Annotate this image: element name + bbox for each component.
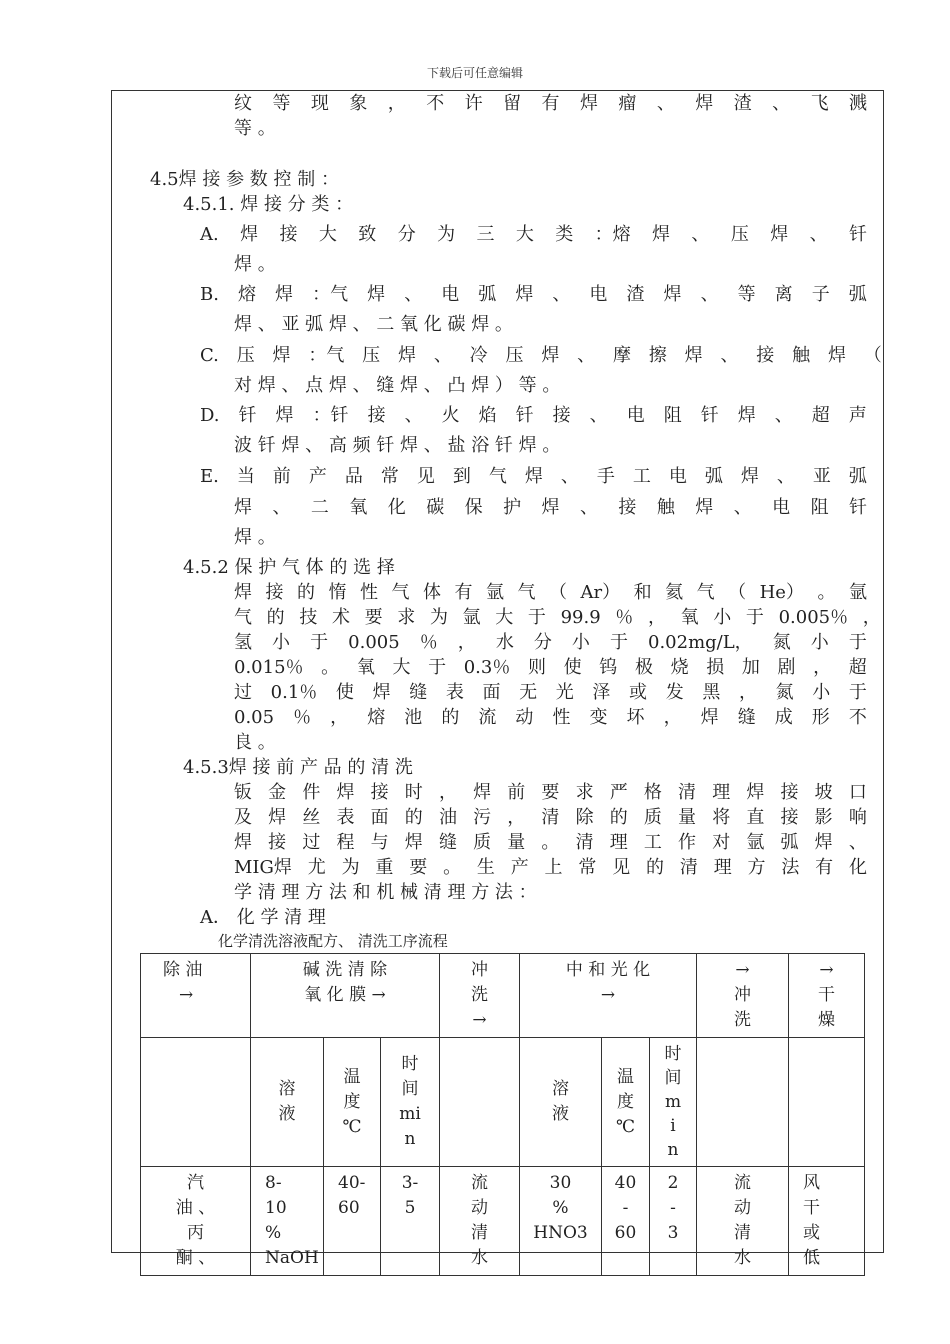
cell-rinse-1-1: 动 [471,1198,488,1218]
sub-alkali-time-d: n [404,1129,416,1149]
item-e-line-3: 焊 。 [234,527,276,548]
cell-rinse-1 [440,1167,520,1276]
clean-para-line-1: 钣 金 件 焊 接 时 ， 焊 前 要 求 严 格 清 理 焊 接 坡 口 [234,782,867,803]
cell-alkali-temp [324,1167,381,1276]
header-alkali-line-2: 氧 化 膜 → [304,985,386,1005]
item-c-line-1: C. 压 焊 ：气 压 焊 、 冷 压 焊 、 摩 擦 焊 、 接 触 焊 （ [200,345,882,366]
sub-alkali-time-a: 时 [401,1054,419,1074]
sub-alkali-temp [324,1038,381,1167]
header-rinse-1 [440,954,520,1038]
header-rinse-2-b: 冲 [734,985,751,1005]
header-dry-a: → [819,960,834,980]
item-a-line-1: A. 焊 接 大 致 分 为 三 大 类 ：熔 焊 、 压 焊 、 钎 [200,224,867,245]
header-neutralize-arrow: → [600,985,616,1005]
cell-degrease-2: 丙 [187,1223,204,1243]
header-degrease-label: 除 油 [163,960,203,980]
sub-alkali-solution-b: 液 [278,1104,296,1124]
item-e-line-2: 焊 、 二 氧 化 碳 保 护 焊 、 接 触 焊 、 电 阻 钎 [234,497,867,518]
gas-para-line-7: 良 。 [234,732,276,753]
item-e-line-1: E. 当 前 产 品 常 见 到 气 焊 、 手 工 电 弧 焊 、 亚 弧 [200,466,867,487]
section-4-5-3-title: 4.5.3焊 接 前 产 品 的 清 洗 [183,757,413,778]
table-caption: 化学清洗溶液配方、 清洗工序流程 [218,932,448,950]
sub-neutral-solution-a: 溶 [552,1079,569,1099]
cell-alkali-solution-3: NaOH [265,1248,319,1268]
clean-para-line-4: MIG焊 尤 为 重 要 。 生 产 上 常 见 的 清 理 方 法 有 化 [234,857,867,878]
cell-degrease [141,1167,251,1276]
section-4-5-1-title: 4.5.1. 焊 接 分 类 ： [183,194,354,215]
sub-alkali-solution [251,1038,324,1167]
header-degrease [141,954,251,1038]
cell-dry-2: 或 [803,1223,820,1243]
cell-rinse-2-1: 动 [734,1198,751,1218]
item-d-line-1: D. 钎 焊 ：钎 接 、 火 焰 钎 接 、 电 阻 钎 焊 、 超 声 [200,405,867,426]
cell-alkali-solution [251,1167,324,1276]
cell-degrease-3: 酮 、 [175,1248,216,1268]
cell-rinse-2-3: 水 [734,1248,751,1268]
sub-alkali-temp-b: 度 [343,1091,361,1112]
sub-neutral-time-d: i [670,1116,676,1136]
item-b-line-2: 焊 、 亚 弧 焊 、 二 氧 化 碳 焊 。 [234,314,513,335]
gas-para-line-4: 0.015％ 。 氧 大 于 0.3％ 则 使 钨 极 烧 损 加 剧 ， 超 [234,657,867,678]
cell-alkali-time [381,1167,440,1276]
sub-alkali-temp-c: ℃ [342,1116,362,1137]
cell-alkali-solution-1: 10 [265,1198,287,1218]
sub-neutral-temp-c: ℃ [615,1116,636,1137]
cell-neutral-time [650,1167,697,1276]
header-rinse-1-a: 冲 [471,960,488,980]
sub-empty-1 [141,1038,251,1167]
sub-empty-2 [440,1038,520,1167]
header-dry [789,954,865,1038]
sub-neutral-temp-a: 温 [617,1066,634,1087]
sub-neutral-time-b: 间 [664,1068,682,1088]
sub-neutral-time-a: 时 [664,1044,682,1064]
sub-neutral-temp-b: 度 [617,1091,634,1112]
cell-dry-1: 干 [803,1198,820,1218]
gas-para-line-1: 焊 接 的 惰 性 气 体 有 氩 气 （ Ar） 和 氦 气 （ He） 。 氩 [234,582,867,603]
cell-dry-3: 低 [803,1248,820,1268]
clean-para-line-2: 及 焊 丝 表 面 的 油 污 ， 清 除 的 质 量 将 直 接 影 响 [234,807,867,828]
cell-neutral-solution [520,1167,602,1276]
cell-neutral-time-2: 3 [667,1223,679,1243]
cell-alkali-solution-2: % [265,1223,282,1243]
table-subheader-row [141,1038,865,1167]
cell-neutral-temp-2: 60 [614,1223,637,1243]
section-4-5-title: 4.5焊 接 参 数 控 制 ： [150,169,339,190]
header-degrease-arrow: → [179,985,194,1005]
header-dry-b: 干 [818,985,835,1005]
sub-empty-4 [789,1038,865,1167]
header-neutralize-label: 中 和 光 化 [565,960,651,980]
gas-para-line-2: 气 的 技 术 要 求 为 氩 大 于 99.9 ％ ， 氧 小 于 0.005％ ， [234,607,881,628]
sub-neutral-time-e: n [667,1140,679,1160]
cell-neutral-temp-0: 40 [614,1173,637,1193]
table-data-row [141,1167,865,1276]
sub-neutral-time-c: m [664,1092,682,1112]
header-dry-c: 燥 [818,1010,835,1030]
header-rinse-1-c: → [472,1010,487,1030]
cell-rinse-1-0: 流 [471,1173,488,1193]
sub-neutral-solution-b: 液 [552,1104,569,1124]
item-c-line-2: 对 焊 、 点 焊 、 缝 焊 、 凸 焊 ） 等 。 [234,375,561,396]
cell-neutral-time-0: 2 [667,1173,679,1193]
gas-para-line-3: 氢 小 于 0.005 ％ ， 水 分 小 于 0.02mg/L， 氮 小 于 [234,632,867,653]
cell-rinse-1-2: 清 [471,1223,488,1243]
cleaning-process-table [140,953,865,1276]
intro-line-2: 等 。 [234,118,276,139]
cell-alkali-solution-0: 8- [265,1173,282,1193]
cell-neutral-time-1: - [670,1198,676,1218]
cell-neutral-solution-1: % [552,1198,569,1218]
cell-alkali-temp-1: 60 [338,1198,360,1218]
header-rinse-2-c: 洗 [734,1010,751,1030]
header-alkali-wash [251,954,440,1038]
sub-alkali-solution-a: 溶 [278,1079,296,1099]
cell-dry-0: 风 [803,1173,820,1193]
intro-line-1: 纹 等 现 象 ， 不 许 留 有 焊 瘤 、 焊 渣 、 飞 溅 [234,93,867,114]
sub-alkali-time [381,1038,440,1167]
cell-neutral-temp-1: - [622,1198,629,1218]
cell-alkali-time-0: 3- [401,1173,419,1193]
header-alkali-line-1: 碱 洗 清 除 [302,960,388,980]
page-header: 下载后可任意编辑 [426,66,523,80]
sub-alkali-time-b: 间 [401,1079,419,1099]
cell-rinse-2 [697,1167,789,1276]
header-rinse-2 [697,954,789,1038]
item-b-line-1: B. 熔 焊 ：气 焊 、 电 弧 焊 、 电 渣 焊 、 等 离 子 弧 [200,284,867,305]
gas-para-line-6: 0.05 ％ ， 熔 池 的 流 动 性 变 坏 ， 焊 缝 成 形 不 [234,707,867,728]
header-rinse-1-b: 洗 [471,985,488,1005]
cell-dry [789,1167,865,1276]
clean-para-line-5: 学 清 理 方 法 和 机 械 清 理 方 法 ： [234,882,537,903]
header-neutralize [520,954,697,1038]
cell-neutral-temp [602,1167,650,1276]
sub-neutral-solution [520,1038,602,1167]
sub-neutral-time [650,1038,697,1167]
cell-alkali-time-1: 5 [404,1198,416,1218]
item-a-line-2: 焊 。 [234,254,276,275]
sub-empty-3 [697,1038,789,1167]
cell-rinse-2-2: 清 [734,1223,751,1243]
cell-rinse-1-3: 水 [471,1248,488,1268]
cell-rinse-2-0: 流 [734,1173,751,1193]
sub-alkali-temp-a: 温 [343,1066,361,1087]
cell-alkali-temp-0: 40- [338,1173,366,1193]
clean-para-line-3: 焊 接 过 程 与 焊 缝 质 量 。 清 理 工 作 对 氩 弧 焊 、 [234,832,867,853]
cell-degrease-0: 汽 [187,1173,204,1193]
sub-neutral-temp [602,1038,650,1167]
sub-alkali-time-c: mi [399,1104,421,1124]
cell-neutral-solution-0: 30 [549,1173,572,1193]
header-rinse-2-a: → [735,960,750,980]
chemical-clean-heading: A． 化 学 清 理 [200,907,326,928]
cell-neutral-solution-2: HNO3 [533,1223,588,1243]
gas-para-line-5: 过 0.1％ 使 焊 缝 表 面 无 光 泽 或 发 黑 ， 氮 小 于 [234,682,867,703]
item-d-line-2: 波 钎 焊 、 高 频 钎 焊 、 盐 浴 钎 焊 。 [234,435,561,456]
table-header-row [141,954,865,1038]
section-4-5-2-title: 4.5.2 保 护 气 体 的 选 择 [183,557,395,578]
cell-degrease-1: 油 、 [175,1198,216,1218]
